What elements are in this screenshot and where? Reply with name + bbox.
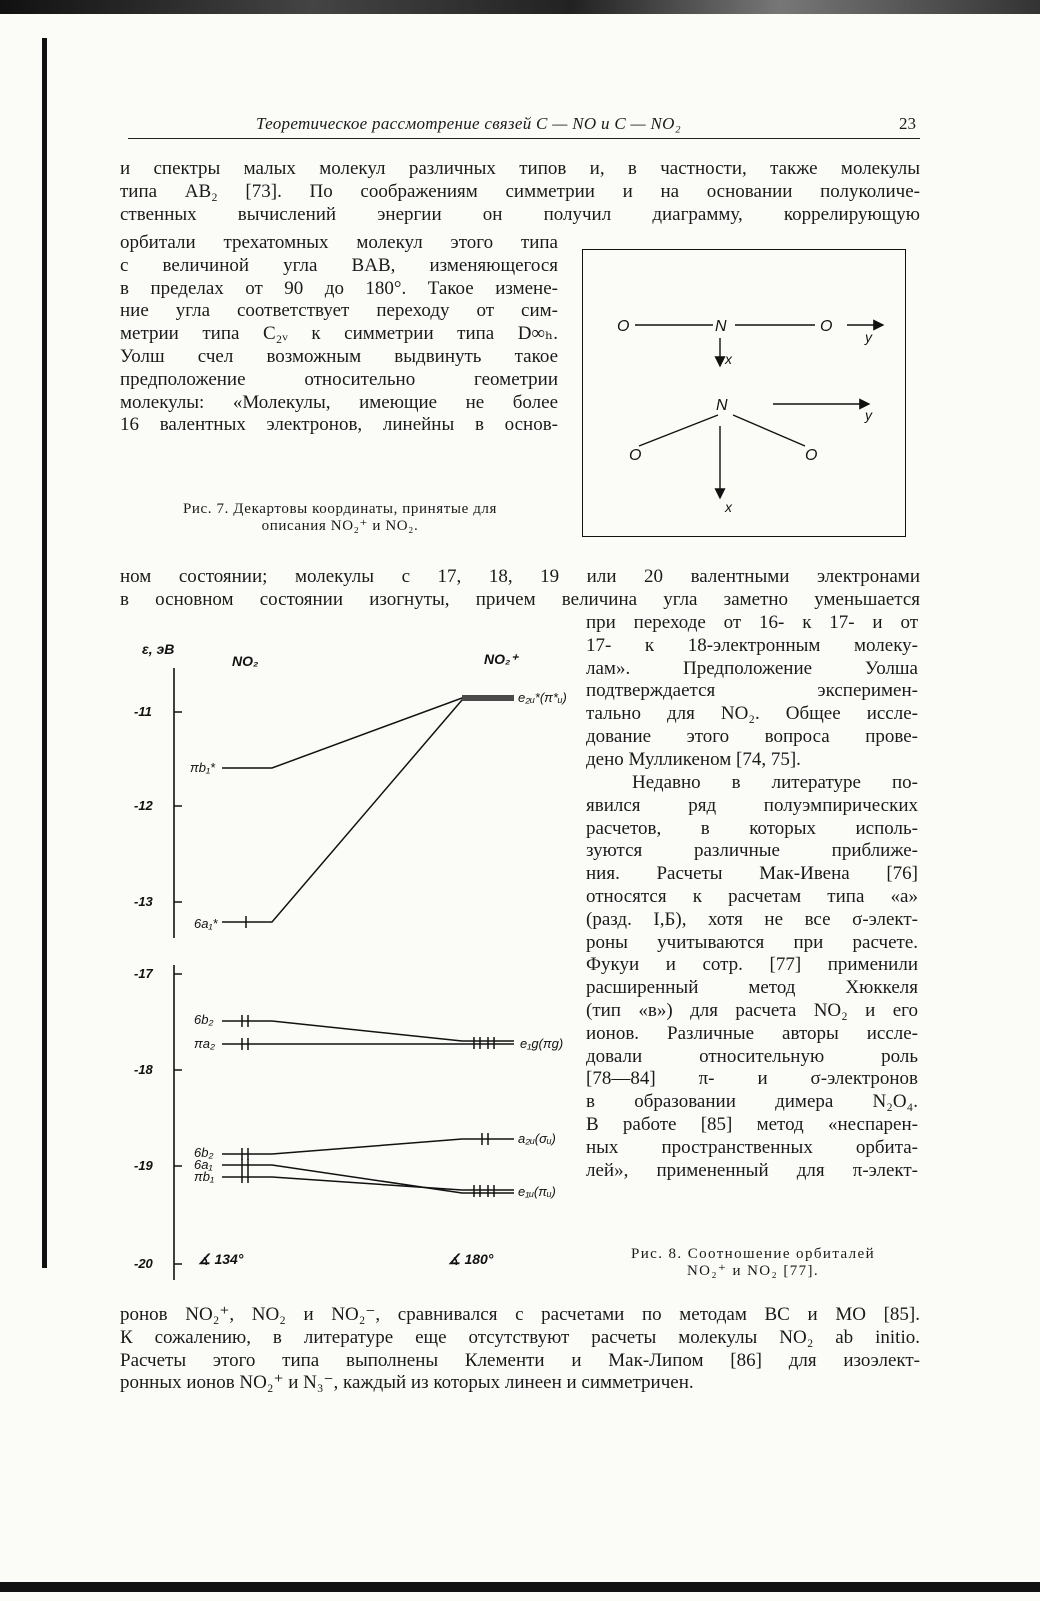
- text-line: метрии типа C₂ᵥ к симметрии типа D∞ₕ.: [120, 323, 558, 345]
- axis-label-x-linear: x: [725, 351, 732, 367]
- text-line: в основном состоянии изогнуты, причем величина угла заметно уменьшается: [120, 588, 920, 610]
- page-header: [128, 114, 920, 140]
- text-line: зуются различные приближе-: [586, 840, 918, 862]
- text-line: ние угла соответствует переходу от сим-: [120, 300, 558, 322]
- tick-label: -13: [134, 894, 153, 909]
- atom-n-bent: N: [716, 397, 728, 414]
- text-line: молекулы: «Молекулы, имеющие не более: [120, 391, 558, 413]
- paragraph-mulliken: [586, 612, 918, 772]
- text-line: Недавно в литературе по-: [632, 772, 918, 793]
- scan-binding-edge: [42, 38, 47, 1268]
- angle-label-linear: ∡ 180°: [448, 1251, 494, 1267]
- level-label-left: 6a₁: [194, 1157, 213, 1172]
- caption-line: Рис. 7. Декартовы координаты, принятые для: [182, 501, 498, 517]
- level-label-right: e₁g(πg): [520, 1036, 564, 1051]
- level-label-right: a₂ᵤ(σᵤ): [518, 1131, 556, 1146]
- level-label-right: e₁ᵤ(πᵤ): [518, 1184, 556, 1199]
- text-line: В работе [85] метод «неспарен-: [586, 1113, 918, 1135]
- text-line: ронных ионов NO₂⁺ и N₃⁻, каждый из которых линеен и симметричен.: [120, 1372, 694, 1394]
- text-line: ственных вычислений энергии он получил диаграмму, коррелирующую: [120, 203, 920, 225]
- atom-o-right-bent: O: [805, 447, 818, 464]
- axis-label-y-bent: y: [865, 407, 872, 423]
- text-line: ном состоянии; молекулы с 17, 18, 19 или 20 валентными электронами: [120, 566, 920, 587]
- text-line: Уолш счел возможным выдвинуть такое: [120, 345, 558, 367]
- tick-label: -18: [134, 1062, 153, 1077]
- text-line: орбитали трехатомных молекул этого типа: [120, 232, 558, 253]
- text-line: в пределах от 90 до 180°. Такое измене-: [120, 277, 558, 299]
- correlation-line-pib1star: [222, 698, 514, 768]
- header-rule: [128, 138, 920, 139]
- level-label-left: 6a₁*: [194, 916, 218, 931]
- level-label-left: πa₂: [194, 1036, 215, 1051]
- y-axis-label: ε, эВ: [142, 641, 175, 657]
- caption-line: NO₂⁺ и NO₂ [77].: [686, 1263, 820, 1279]
- axis-label-x-bent: x: [725, 499, 732, 515]
- scan-bottom-edge: [0, 1582, 1040, 1592]
- caption-line: Рис. 8. Соотношение орбиталей: [630, 1246, 876, 1262]
- text-line: при переходе от 16- к 17- и от: [586, 612, 918, 633]
- level-label-left: 6b₂: [194, 1012, 214, 1027]
- tick-label: -20: [134, 1256, 153, 1271]
- paragraph-intro: [120, 158, 920, 226]
- tick-label: -12: [134, 798, 153, 813]
- text-line: предположение относительно геометрии: [120, 368, 558, 390]
- column-label-no2-plus: NO₂⁺: [484, 651, 518, 667]
- page-number: 23: [899, 114, 916, 133]
- correlation-line-6b2-lower: [222, 1139, 514, 1154]
- text-line: Фукуи и сотр. [77] применили: [586, 954, 918, 976]
- text-line: ных пространственных орбита-: [586, 1136, 918, 1158]
- level-label-left: πb₁*: [190, 760, 216, 775]
- text-line: ионов. Различные авторы иссле-: [586, 1022, 918, 1044]
- text-line: подтверждается эксперимен-: [586, 680, 918, 702]
- atom-n-linear: N: [715, 318, 727, 335]
- correlation-line-6a1: [222, 1165, 514, 1193]
- text-line: [78—84] π- и σ-электронов: [586, 1068, 918, 1090]
- scan-top-edge: [0, 0, 1040, 14]
- level-label-left: πb₁: [194, 1169, 215, 1184]
- text-line: и спектры малых молекул различных типов и, в частности, также молекулы: [120, 158, 920, 179]
- text-line: (тип «в») для расчета NO₂ и его: [586, 999, 918, 1021]
- text-line: Расчеты этого типа выполнены Клементи и Мак-Липом [86] для изоэлект-: [120, 1349, 920, 1371]
- paragraph-walsh-cont: [120, 566, 920, 612]
- tick-label: -17: [134, 966, 153, 981]
- figure-8-orbital-diagram: [124, 640, 576, 1290]
- text-line: дено Мулликеном [74, 75].: [586, 748, 801, 770]
- running-head: Теоретическое рассмотрение связей C — NO и C — NO₂: [256, 114, 681, 133]
- figure-7-caption: [120, 501, 560, 535]
- figure-7-coordinates: [582, 249, 906, 537]
- figure-7-drawing: [583, 250, 905, 536]
- column-label-no2: NO₂: [232, 653, 259, 669]
- text-line: относятся к расчетам типа «а»: [586, 885, 918, 907]
- atom-o-left-bent: O: [629, 447, 642, 464]
- figure-8-caption: [586, 1246, 920, 1280]
- level-label-right: e₂ᵤ*(π*ᵤ): [518, 690, 567, 705]
- text-line: К сожалению, в литературе еще отсутствуют расчеты молекулы NO₂ ab initio.: [120, 1326, 920, 1348]
- text-line: тально для NO₂. Общее иссле-: [586, 703, 918, 725]
- text-line: роны учитываются при расчете.: [586, 931, 918, 953]
- text-line: типа AB₂ [73]. По соображениям симметрии и на основании полуколиче-: [120, 180, 920, 202]
- text-line: расширенный метод Хюккеля: [586, 977, 918, 999]
- atom-o-left-linear: O: [617, 318, 630, 335]
- caption-line: описания NO₂⁺ и NO₂.: [261, 518, 419, 534]
- bond-left-bent: [639, 415, 718, 446]
- figure-8-drawing: [124, 640, 576, 1290]
- paragraph-semiempirical: [586, 772, 918, 1182]
- tick-label: -11: [134, 704, 152, 719]
- text-line: (разд. I,Б), хотя не все σ-элект-: [586, 908, 918, 930]
- text-line: расчетов, в которых исполь-: [586, 817, 918, 839]
- axis-label-y-linear: y: [865, 329, 872, 345]
- text-line: в образовании димера N₂O₄.: [586, 1091, 918, 1113]
- correlation-line-6b2-upper: [222, 1021, 514, 1041]
- text-line: ния. Расчеты Мак-Ивена [76]: [586, 863, 918, 885]
- paragraph-walsh: [120, 232, 558, 437]
- atom-o-right-linear: O: [820, 318, 833, 335]
- angle-label-bent: ∡ 134°: [198, 1251, 244, 1267]
- text-line: явился ряд полуэмпирических: [586, 794, 918, 816]
- text-line: 16 валентных электронов, линейны в основ-: [120, 414, 558, 436]
- paragraph-ab-initio: [120, 1304, 920, 1395]
- text-line: с величиной угла BAB, изменяющегося: [120, 254, 558, 276]
- text-line: довали относительную роль: [586, 1045, 918, 1067]
- tick-label: -19: [134, 1158, 153, 1173]
- text-line: дование этого вопроса прове-: [586, 725, 918, 747]
- text-line: лей», примененный для π-элект-: [586, 1159, 918, 1181]
- bond-right-bent: [733, 415, 805, 446]
- text-line: ронов NO₂⁺, NO₂ и NO₂⁻, сравнивался с расчетами по методам ВС и МО [85].: [120, 1304, 920, 1325]
- text-line: 17- к 18-электронным молеку-: [586, 634, 918, 656]
- text-line: лам». Предположение Уолша: [586, 657, 918, 679]
- level-label-left: 6b₂: [194, 1145, 214, 1160]
